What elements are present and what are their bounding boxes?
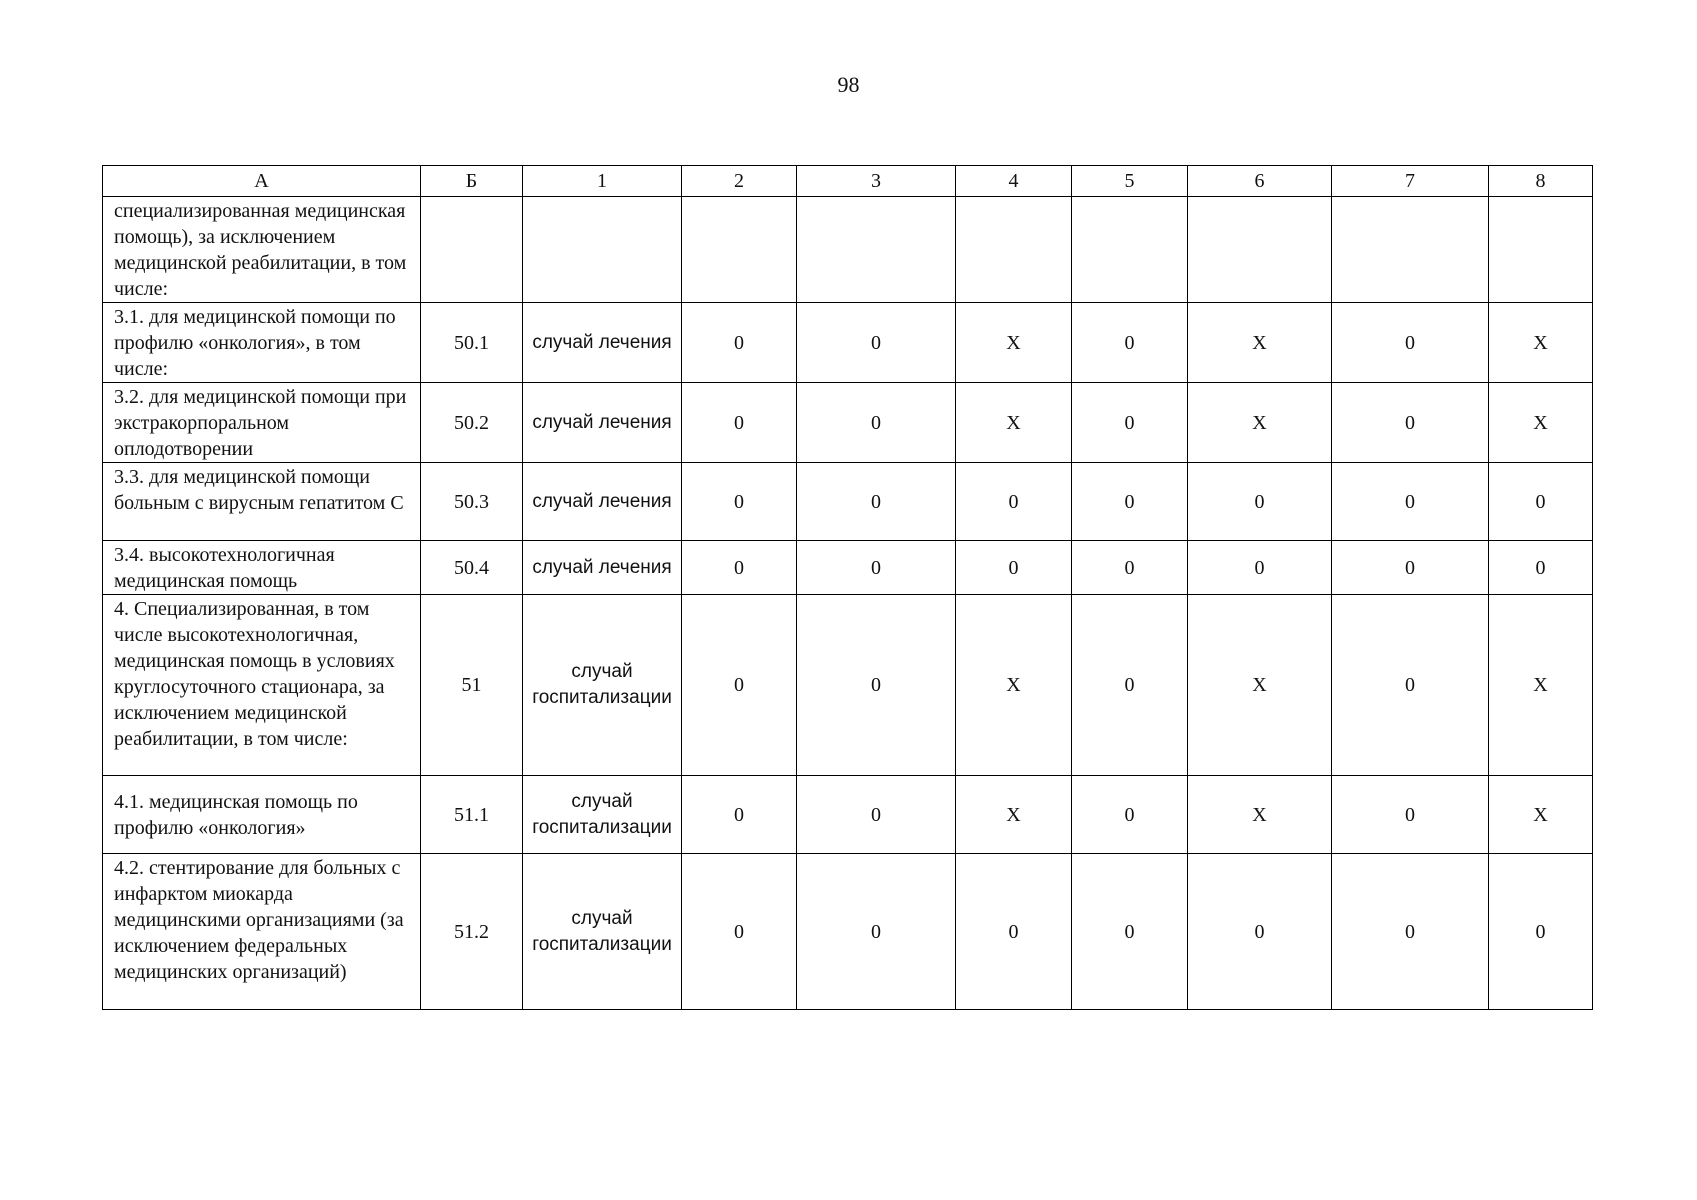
value-cell: 0: [1072, 776, 1188, 854]
value-cell: 0: [1489, 541, 1593, 595]
value-cell: Х: [956, 595, 1072, 776]
header-row: [103, 166, 1593, 197]
value-cell: Х: [1188, 776, 1332, 854]
value-cell: 0: [1332, 463, 1489, 541]
header-cell: А: [103, 166, 421, 197]
value-cell: 0: [797, 383, 956, 463]
value-cell: [1072, 197, 1188, 303]
value-cell: 0: [797, 854, 956, 1010]
value-cell: Х: [1489, 383, 1593, 463]
value-cell: 0: [1072, 854, 1188, 1010]
row-label: 3.2. для медицинской помощи при экстракорпоральном оплодотворении: [103, 383, 421, 463]
value-cell: [1332, 197, 1489, 303]
value-cell: [956, 197, 1072, 303]
value-cell: 0: [1188, 541, 1332, 595]
table-row: [103, 197, 1593, 303]
row-code: 51.2: [421, 854, 523, 1010]
value-cell: [682, 197, 797, 303]
header-cell: 1: [523, 166, 682, 197]
table-row: [103, 854, 1593, 1010]
row-label: 3.1. для медицинской помощи по профилю «онкология», в том числе:: [103, 303, 421, 383]
header-cell: 8: [1489, 166, 1593, 197]
value-cell: 0: [956, 463, 1072, 541]
row-unit: случай лечения: [523, 463, 682, 541]
value-cell: 0: [1072, 303, 1188, 383]
value-cell: Х: [1489, 595, 1593, 776]
value-cell: 0: [797, 303, 956, 383]
value-cell: 0: [1188, 463, 1332, 541]
row-label: 4.1. медицинская помощь по профилю «онкология»: [103, 776, 421, 854]
value-cell: 0: [956, 541, 1072, 595]
value-cell: 0: [797, 463, 956, 541]
row-unit: [523, 197, 682, 303]
table-row: [103, 776, 1593, 854]
value-cell: 0: [1072, 463, 1188, 541]
value-cell: [1489, 197, 1593, 303]
row-code: 50.3: [421, 463, 523, 541]
table-row: [103, 541, 1593, 595]
value-cell: [797, 197, 956, 303]
row-unit: случай госпитализации: [523, 854, 682, 1010]
row-code: 50.2: [421, 383, 523, 463]
value-cell: Х: [1188, 595, 1332, 776]
value-cell: Х: [956, 303, 1072, 383]
value-cell: Х: [1188, 383, 1332, 463]
table-row: [103, 463, 1593, 541]
header-cell: 2: [682, 166, 797, 197]
table-row: [103, 303, 1593, 383]
row-unit: случай госпитализации: [523, 776, 682, 854]
value-cell: 0: [1332, 776, 1489, 854]
table-row: [103, 383, 1593, 463]
row-unit: случай лечения: [523, 303, 682, 383]
value-cell: 0: [1072, 541, 1188, 595]
value-cell: Х: [1188, 303, 1332, 383]
value-cell: 0: [797, 776, 956, 854]
value-cell: 0: [1489, 854, 1593, 1010]
value-cell: [1188, 197, 1332, 303]
row-label: 4. Специализированная, в том числе высокотехнологичная, медицинская помощь в условиях круглосуточного стационара, за исключением медицинской реабилитации, в том числе:: [103, 595, 421, 776]
value-cell: 0: [797, 595, 956, 776]
value-cell: 0: [682, 595, 797, 776]
value-cell: 0: [1332, 595, 1489, 776]
row-label: 3.3. для медицинской помощи больным с вирусным гепатитом С: [103, 463, 421, 541]
row-label: специализированная медицинская помощь), за исключением медицинской реабилитации, в том числе:: [103, 197, 421, 303]
data-table: [102, 165, 1593, 1010]
value-cell: 0: [1188, 854, 1332, 1010]
value-cell: Х: [956, 383, 1072, 463]
value-cell: 0: [682, 303, 797, 383]
header-cell: Б: [421, 166, 523, 197]
header-cell: 5: [1072, 166, 1188, 197]
value-cell: 0: [682, 383, 797, 463]
row-label: 4.2. стентирование для больных с инфарктом миокарда медицинскими организациями (за исключением федеральных медицинских организаций): [103, 854, 421, 1010]
value-cell: Х: [1489, 303, 1593, 383]
value-cell: 0: [682, 463, 797, 541]
row-code: 51: [421, 595, 523, 776]
header-cell: 7: [1332, 166, 1489, 197]
row-unit: случай госпитализации: [523, 595, 682, 776]
header-cell: 6: [1188, 166, 1332, 197]
header-cell: 3: [797, 166, 956, 197]
value-cell: 0: [1332, 854, 1489, 1010]
value-cell: 0: [797, 541, 956, 595]
row-label: 3.4. высокотехнологичная медицинская помощь: [103, 541, 421, 595]
value-cell: Х: [1489, 776, 1593, 854]
value-cell: 0: [1489, 463, 1593, 541]
row-unit: случай лечения: [523, 383, 682, 463]
value-cell: 0: [1332, 541, 1489, 595]
page-number: 98: [837, 72, 860, 97]
value-cell: 0: [1332, 303, 1489, 383]
header-cell: 4: [956, 166, 1072, 197]
value-cell: Х: [956, 776, 1072, 854]
row-code: 50.4: [421, 541, 523, 595]
value-cell: 0: [1072, 383, 1188, 463]
table-row: [103, 595, 1593, 776]
value-cell: 0: [682, 541, 797, 595]
value-cell: 0: [682, 776, 797, 854]
value-cell: 0: [956, 854, 1072, 1010]
row-code: 50.1: [421, 303, 523, 383]
value-cell: 0: [1332, 383, 1489, 463]
value-cell: 0: [682, 854, 797, 1010]
row-unit: случай лечения: [523, 541, 682, 595]
row-code: [421, 197, 523, 303]
row-code: 51.1: [421, 776, 523, 854]
value-cell: 0: [1072, 595, 1188, 776]
